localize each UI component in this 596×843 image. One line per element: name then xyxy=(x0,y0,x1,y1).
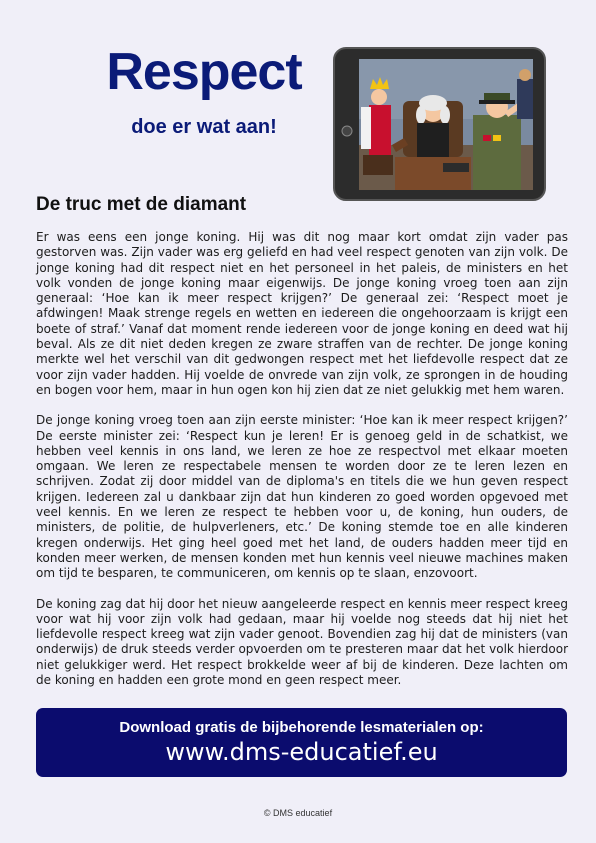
tablet-home-button xyxy=(342,126,352,136)
footer-copyright: © DMS educatief xyxy=(263,808,333,818)
judge-figure xyxy=(392,95,471,190)
tablet-illustration xyxy=(333,45,547,202)
page-title: Respect xyxy=(106,43,302,101)
article-paragraph: De koning zag dat hij door het nieuw aangeleerde respect en kennis meer respect kreeg voor wat hij voor zijn volk had gedaan, maar hij voelde nog steeds dat hij niet het liefdevolle respect kreeg wat zijn vader genoot. Bovendien zag hij dat de ministers (van onderwijs) de druk steeds verder opvoerden om te presteren maar dat het volk hierdoor niet gelukkiger werd. Het respect brokkelde weer af bij de kinderen. Deze lachten om de koning en hadden een grote mond en geen respect meer. xyxy=(36,596,568,688)
download-link[interactable]: www.dms-educatief.eu xyxy=(165,738,438,766)
article-body xyxy=(36,230,568,703)
article-paragraph: Er was eens een jonge koning. Hij was dit nog maar kort omdat zijn vader pas gestorven was. Zijn vader was erg geliefd en had veel respect genoten van zijn volk. De jonge koning had dit respect niet en het personeel in het paleis, de ministers en het volk vonden de jonge koning maar eigenwijs. De jonge koning vroeg toen aan zijn generaal: ‘Hoe kan ik meer respect krijgen?’ De generaal zei: ‘Respect moet je afdwingen! Maak strenge regels en wetten en iedereen die ongehoorzaam is krijgt een boete of straf.’ Vanaf dat moment rende iedereen voor de jonge koning en deed wat hij beval. Als ze dit niet deden kregen ze zware straffen van de rechter. De jonge koning merkte wel het verschil van dit gedwongen respect met het liefdevolle respect dat ze voor zijn vader hadden. Hij voelde de onvrede van zijn volk, ze sprongen in de houding en bogen voor hem, maar in hun ogen kon hij zien dat ze niet gelukkig met hem waren. xyxy=(36,230,568,397)
page-subtitle: doe er wat aan! xyxy=(131,116,277,138)
article-paragraph: De jonge koning vroeg toen aan zijn eerste minister: ‘Hoe kan ik meer respect krijgen?’ De eerste minister zei: ‘Respect kun je leren! Er is genoeg geld in de schatkist, we hebben veel kennis in ons land, we leren ze hoe ze respectvol met elkaar moeten omgaan. We leren ze respectabele mensen te worden door ze te leren lezen en schrijven. Zodat zij door middel van de diploma's en titels die we hun geven respect krijgen. Iedereen zal u dankbaar zijn dat hun kinderen zo goed worden opgevoed met veel kennis. En we leren ze respect te hebben voor u, de koning, hun ouders, de ministers, de politie, de hulpverleners, etc.’ De koning stemde toe en alle kinderen kregen onderwijs. Het ging heel goed met het land, de ouders hadden meer tijd en konden meer werken, de mensen konden met hun kennis veel nieuwe machines maken om tijd te besparen, te communiceren, om kennis op te slaan, enzovoort. xyxy=(36,413,568,581)
article-heading: De truc met de diamant xyxy=(36,194,247,215)
download-banner-text: Download gratis de bijbehorende lesmaterialen op: xyxy=(119,719,484,736)
tablet-with-king-judge-general-icon xyxy=(333,45,547,202)
download-banner xyxy=(36,708,567,777)
